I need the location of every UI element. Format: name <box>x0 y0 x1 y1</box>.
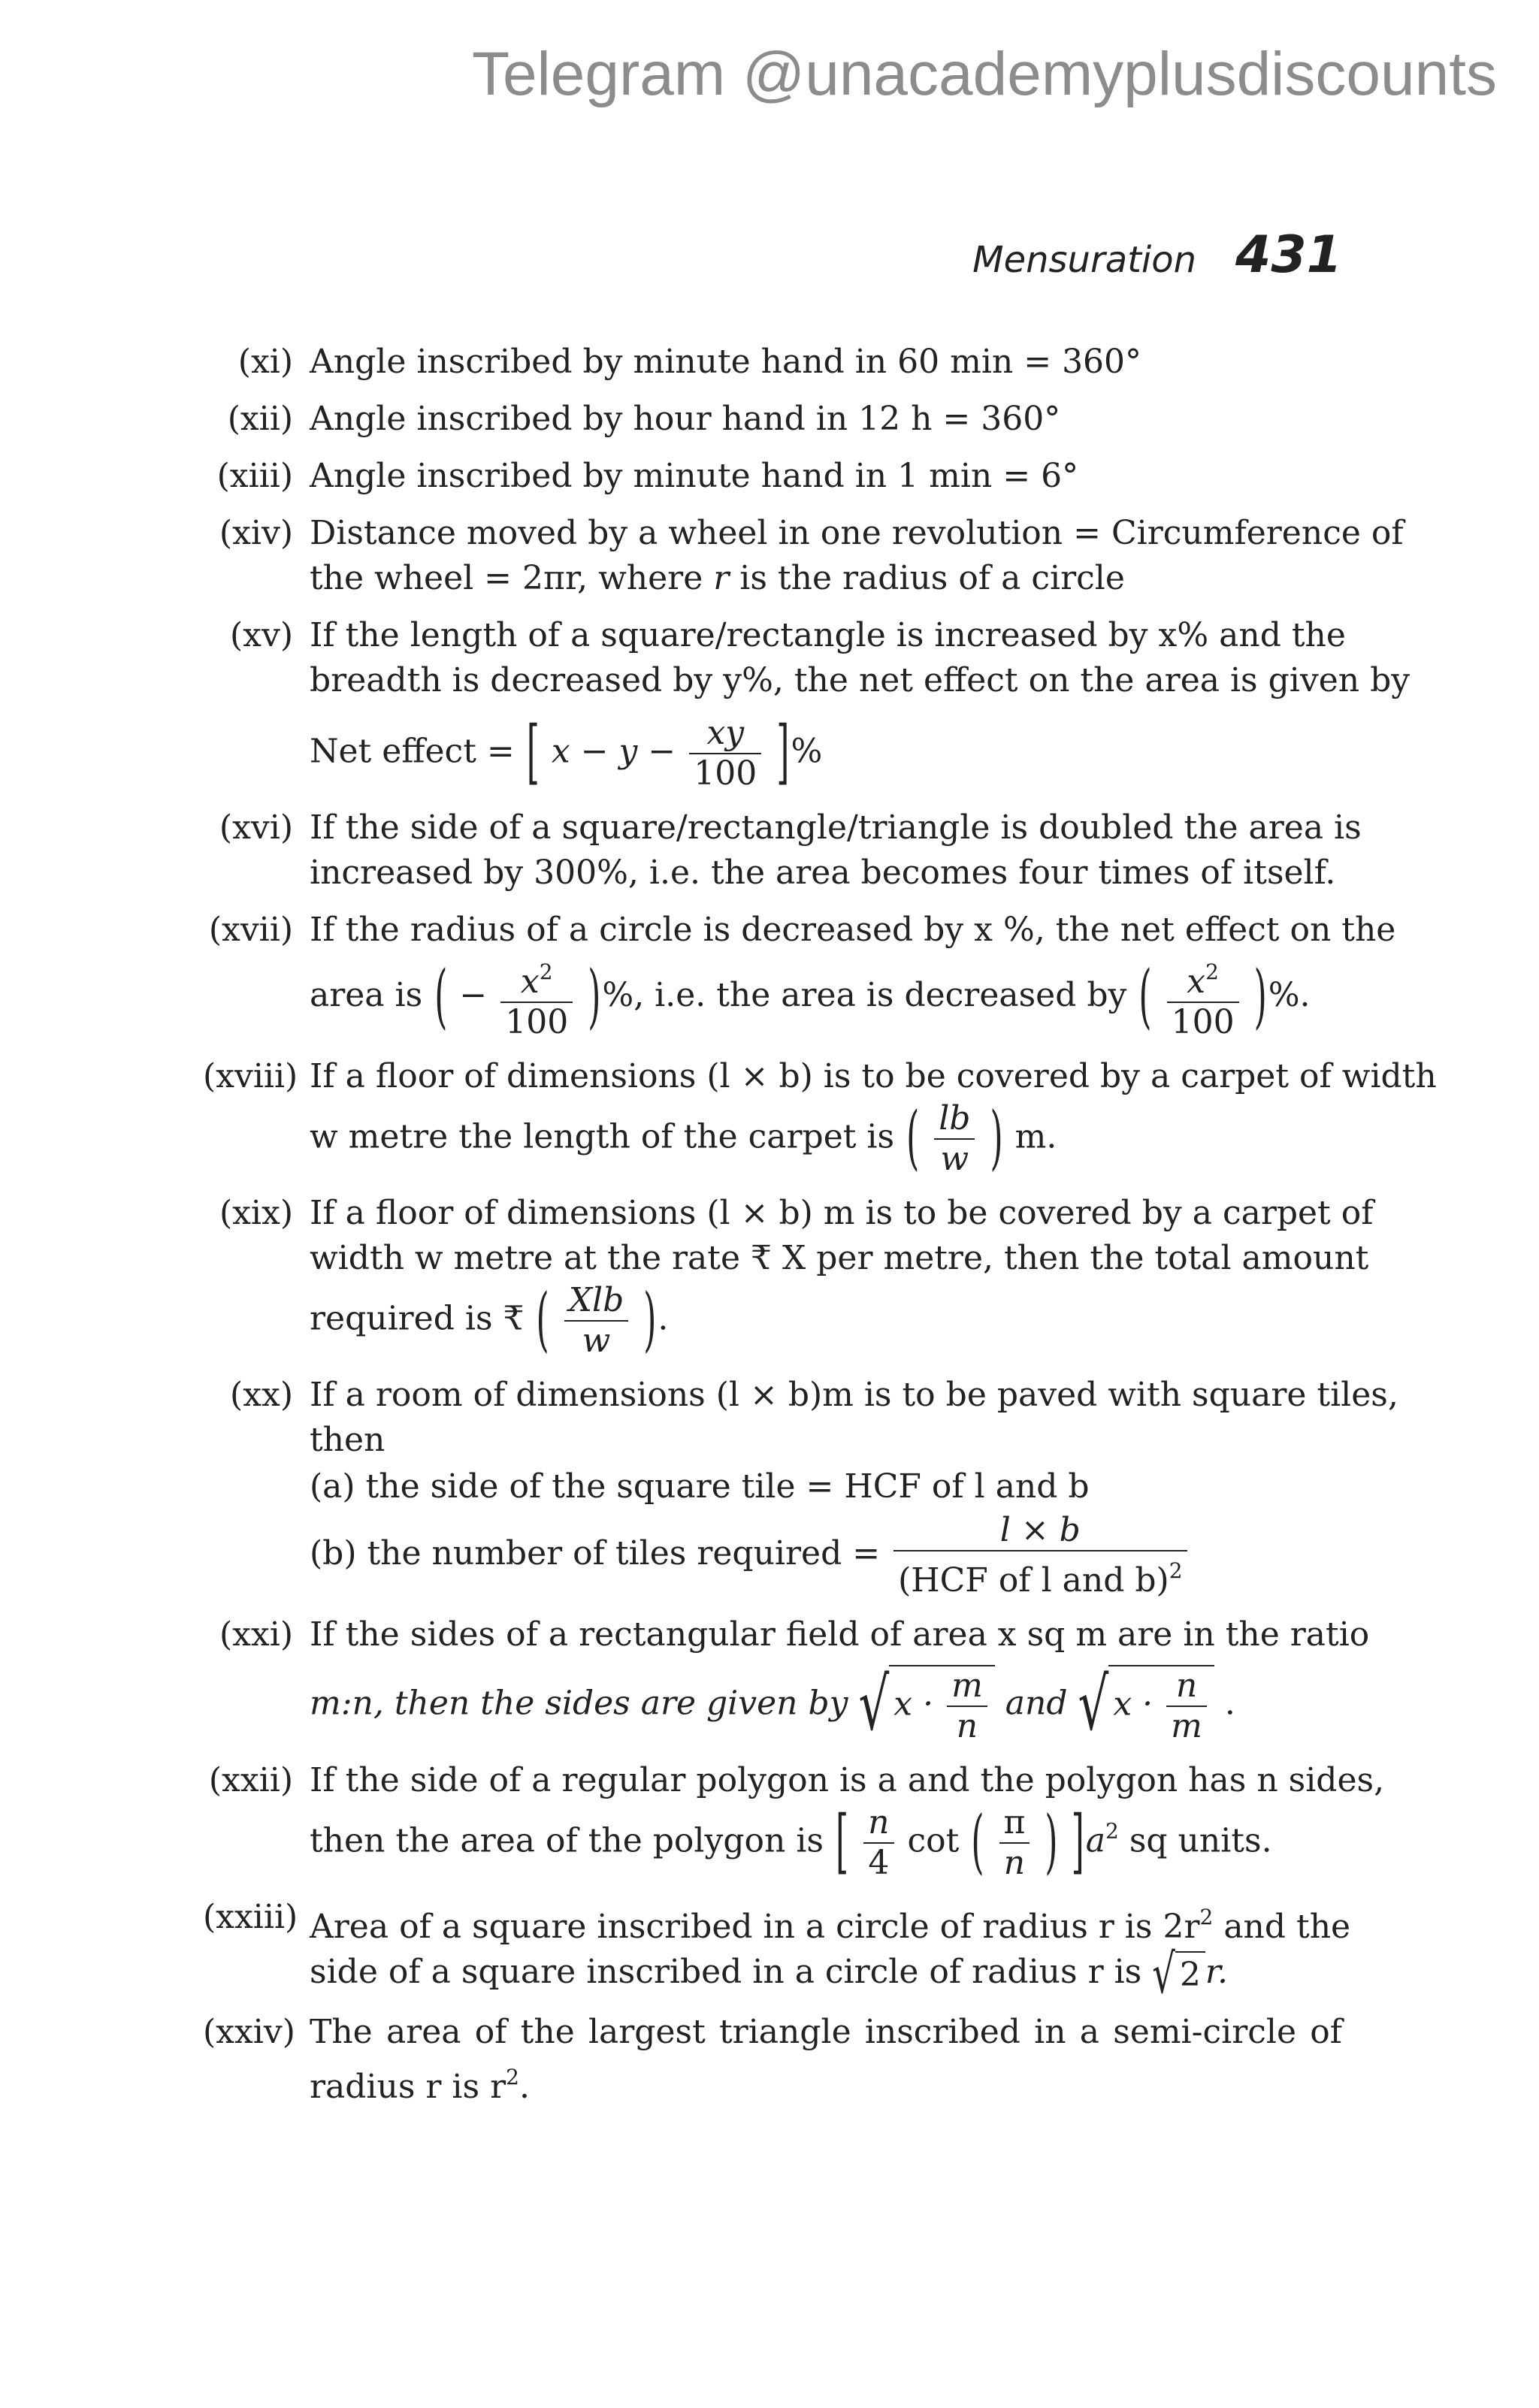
numerator-text: xy <box>706 714 745 752</box>
text-run: . <box>658 1299 669 1338</box>
text-run: (b) the number of tiles required = <box>310 1534 881 1573</box>
item-text-line-1: If a room of dimensions (l × b)m is to be paved with square tiles, <box>310 1376 1398 1414</box>
numerator: π <box>999 1803 1030 1844</box>
item-text-line-2: width w metre at the rate ₹ X per metre, then the total amount <box>310 1239 1369 1277</box>
denominator: 100 <box>1171 1003 1235 1041</box>
item-number: (xiv) <box>219 514 293 552</box>
item-number: (xviii) <box>203 1057 298 1095</box>
radicand-text: x · <box>1113 1684 1153 1724</box>
text-run: w metre the length of the carpet is <box>310 1117 895 1156</box>
numerator <box>500 953 573 1003</box>
variable-a: a <box>1085 1821 1105 1860</box>
left-paren: ( <box>1138 956 1152 1037</box>
text-run: m:n, then the sides are given by <box>310 1684 848 1723</box>
item-text-line-2 <box>310 1803 1342 1883</box>
numerator <box>689 714 761 754</box>
item-number: (xiii) <box>216 457 293 495</box>
item-text-line-1: The area of the largest triangle inscribed in a semi-circle of <box>310 2013 1342 2052</box>
radicand: 2 <box>1175 1951 1205 1998</box>
fraction <box>947 1666 987 1746</box>
exponent: 2 <box>1199 1905 1214 1929</box>
right-bracket: ] <box>1071 1802 1084 1883</box>
left-bracket: [ <box>526 712 540 793</box>
item-text-line-1: If the length of a square/rectangle is increased by x% and the <box>310 616 1346 654</box>
numerator <box>947 1666 987 1707</box>
numerator <box>1167 953 1239 1003</box>
item-number: (xxii) <box>208 1761 293 1799</box>
numerator <box>1166 1666 1207 1707</box>
numerator-text: Xlb <box>568 1281 624 1319</box>
denominator <box>947 1707 987 1746</box>
list-item-xix <box>203 1191 1374 1361</box>
formula-label: Net effect = <box>310 732 515 771</box>
cot-function: cot <box>907 1821 960 1860</box>
page-number: 431 <box>1235 225 1342 285</box>
item-number: (xx) <box>230 1376 293 1414</box>
numerator-text: x <box>520 962 540 1001</box>
text-run: and the <box>1223 1908 1351 1946</box>
list-item-xxi <box>203 1612 1370 1748</box>
numerator <box>564 1281 629 1322</box>
fraction <box>893 1511 1187 1600</box>
item-text-line-2: then <box>310 1421 386 1459</box>
text-run: side of a square inscribed in a circle of radius r is <box>310 1953 1142 1991</box>
item-number: (xv) <box>229 616 293 654</box>
text-run: sq units. <box>1129 1821 1272 1860</box>
text-run: %. <box>1268 976 1311 1014</box>
right-bracket: ] <box>776 712 790 793</box>
item-text-line-1: Distance moved by a wheel in one revolution = Circumference of <box>310 514 1404 552</box>
list-item-xiii <box>203 454 1342 499</box>
fraction <box>689 714 761 793</box>
denominator <box>999 1844 1030 1883</box>
item-text: Angle inscribed by minute hand in 1 min = 6° <box>310 457 1079 495</box>
numerator-text: n <box>1175 1666 1198 1705</box>
square-root <box>1152 1943 1205 2007</box>
list-item-xvi <box>203 805 1362 896</box>
numerator-text: l × b <box>999 1511 1081 1549</box>
formula-expression: x − y − <box>551 732 676 771</box>
fraction <box>1167 953 1239 1042</box>
text-run: and <box>1005 1684 1068 1723</box>
item-number: (xvii) <box>208 911 293 949</box>
denominator <box>1166 1707 1207 1746</box>
minus-sign: − <box>459 976 488 1014</box>
numerator-text: x <box>1187 962 1206 1001</box>
fraction <box>934 1099 975 1179</box>
item-text-line-1: If the side of a square/rectangle/triangle is doubled the area is <box>310 808 1362 847</box>
item-number: (xix) <box>219 1194 293 1232</box>
item-text-line-1: If a floor of dimensions (l × b) is to be covered by a carpet of width <box>310 1057 1437 1095</box>
item-text-line-1: If the radius of a circle is decreased by x %, the net effect on the <box>310 911 1396 949</box>
fraction <box>500 953 573 1042</box>
item-text-line-1: If a floor of dimensions (l × b) m is to be covered by a carpet of <box>310 1194 1374 1232</box>
square-root <box>1078 1665 1214 1746</box>
right-paren: ) <box>1045 1802 1058 1883</box>
item-number: (xxi) <box>219 1615 293 1654</box>
numerator <box>893 1511 1187 1551</box>
fraction <box>564 1281 629 1361</box>
right-paren: ) <box>990 1098 1003 1179</box>
radicand-text: x · <box>893 1684 934 1724</box>
text-run: is the radius of a circle <box>739 559 1125 597</box>
denominator <box>564 1322 629 1361</box>
item-text-line-1: If the sides of a rectangular field of area x sq m are in the ratio <box>310 1615 1370 1654</box>
list-item-xi <box>203 340 1342 385</box>
denominator: 100 <box>694 754 757 793</box>
right-paren: ) <box>588 956 601 1037</box>
radical-sign: √ <box>1152 1943 1175 2007</box>
item-text-line-1 <box>310 1895 1351 1950</box>
numerator-text: lb <box>939 1099 971 1138</box>
denominator: 100 <box>505 1003 569 1041</box>
text-run: m. <box>1014 1117 1057 1156</box>
watermark: Telegram @unacademyplusdiscounts <box>471 40 1497 108</box>
item-text-line-2: breadth is decreased by y%, the net effect on the area is given by <box>310 661 1410 699</box>
fraction <box>1166 1666 1207 1746</box>
numerator-text: n <box>868 1803 890 1842</box>
formula-list <box>203 340 1437 2122</box>
exponent: 2 <box>506 2065 519 2090</box>
item-text-line-2: increased by 300%, i.e. the area becomes four times of itself. <box>310 854 1336 892</box>
denominator-text: (HCF of l and b) <box>898 1561 1169 1600</box>
left-bracket: [ <box>835 1802 849 1883</box>
item-text-line-2 <box>310 556 1342 601</box>
left-paren: ( <box>536 1280 549 1361</box>
net-effect-formula <box>310 714 1342 793</box>
list-item-xxiv <box>203 2010 1342 2110</box>
item-text-line-2 <box>310 953 1342 1042</box>
text-run: . <box>1224 1684 1235 1723</box>
right-paren: ) <box>643 1280 657 1361</box>
item-text-line-2 <box>310 1943 1342 2007</box>
text-run: then the area of the polygon is <box>310 1821 824 1860</box>
denominator <box>934 1140 975 1179</box>
text-run: required is ₹ <box>310 1299 525 1338</box>
radical-sign: √ <box>858 1663 890 1748</box>
list-item-xx <box>203 1373 1398 1600</box>
list-item-xvii <box>203 908 1396 1042</box>
fraction <box>863 1803 893 1883</box>
variable-r: r <box>713 559 730 597</box>
numerator-text: m <box>951 1666 983 1705</box>
list-item-xii <box>203 397 1342 442</box>
fraction <box>999 1803 1030 1883</box>
item-text-line-3 <box>310 1281 1342 1361</box>
percent-sign: % <box>791 732 823 771</box>
denominator: 4 <box>868 1844 890 1882</box>
item-number: (xvi) <box>219 808 293 847</box>
item-number: (xxiii) <box>203 1898 298 1936</box>
list-item-xxiii <box>203 1895 1351 2007</box>
text-run: area is <box>310 976 423 1014</box>
denominator-text: m <box>1171 1707 1202 1745</box>
text-run: %, i.e. the area is decreased by <box>602 976 1127 1014</box>
exponent: 2 <box>1205 959 1219 984</box>
list-item-xv <box>203 613 1410 793</box>
denominator <box>893 1551 1187 1600</box>
item-number: (xi) <box>237 343 293 381</box>
square-root <box>858 1665 994 1746</box>
denominator-text: w <box>582 1322 611 1360</box>
chapter-title: Mensuration <box>972 239 1197 281</box>
denominator-text: n <box>956 1707 978 1745</box>
text-run: radius r is r <box>310 2068 506 2107</box>
text-run: r. <box>1205 1953 1229 1991</box>
exponent: 2 <box>539 959 553 984</box>
right-paren: ) <box>1253 956 1267 1037</box>
item-text-line-2 <box>310 2055 1342 2110</box>
left-paren: ( <box>906 1098 920 1179</box>
exponent: 2 <box>1169 1558 1183 1583</box>
item-text-line-2 <box>310 1099 1342 1179</box>
item-text-line-1: If the side of a regular polygon is a and the polygon has n sides, <box>310 1761 1385 1799</box>
item-text: Angle inscribed by hour hand in 12 h = 360° <box>310 400 1061 438</box>
item-number: (xii) <box>227 400 293 438</box>
text-run: the wheel = 2πr, where <box>310 559 703 597</box>
denominator-text: w <box>940 1140 969 1178</box>
item-text-line-2 <box>310 1665 1342 1746</box>
running-header <box>972 225 1342 285</box>
list-item-xxii <box>203 1758 1385 1883</box>
item-text: Angle inscribed by minute hand in 60 min = 360° <box>310 343 1142 381</box>
radicand <box>889 1665 995 1746</box>
left-paren: ( <box>434 956 448 1037</box>
text-run: Area of a square inscribed in a circle of radius r is 2r <box>310 1908 1200 1946</box>
radicand <box>1108 1665 1214 1746</box>
sub-item-a: (a) the side of the square tile = HCF of l and b <box>310 1467 1090 1506</box>
numerator <box>863 1803 893 1844</box>
list-item-xviii <box>203 1054 1437 1179</box>
sub-item-b <box>310 1511 1342 1600</box>
item-number: (xxiv) <box>203 2013 295 2052</box>
list-item-xiv <box>203 511 1404 601</box>
numerator <box>934 1099 975 1140</box>
radical-sign: √ <box>1078 1663 1109 1748</box>
exponent: 2 <box>1105 1818 1119 1844</box>
text-run: . <box>519 2068 530 2107</box>
left-paren: ( <box>971 1802 984 1883</box>
denominator-text: n <box>1003 1844 1026 1882</box>
